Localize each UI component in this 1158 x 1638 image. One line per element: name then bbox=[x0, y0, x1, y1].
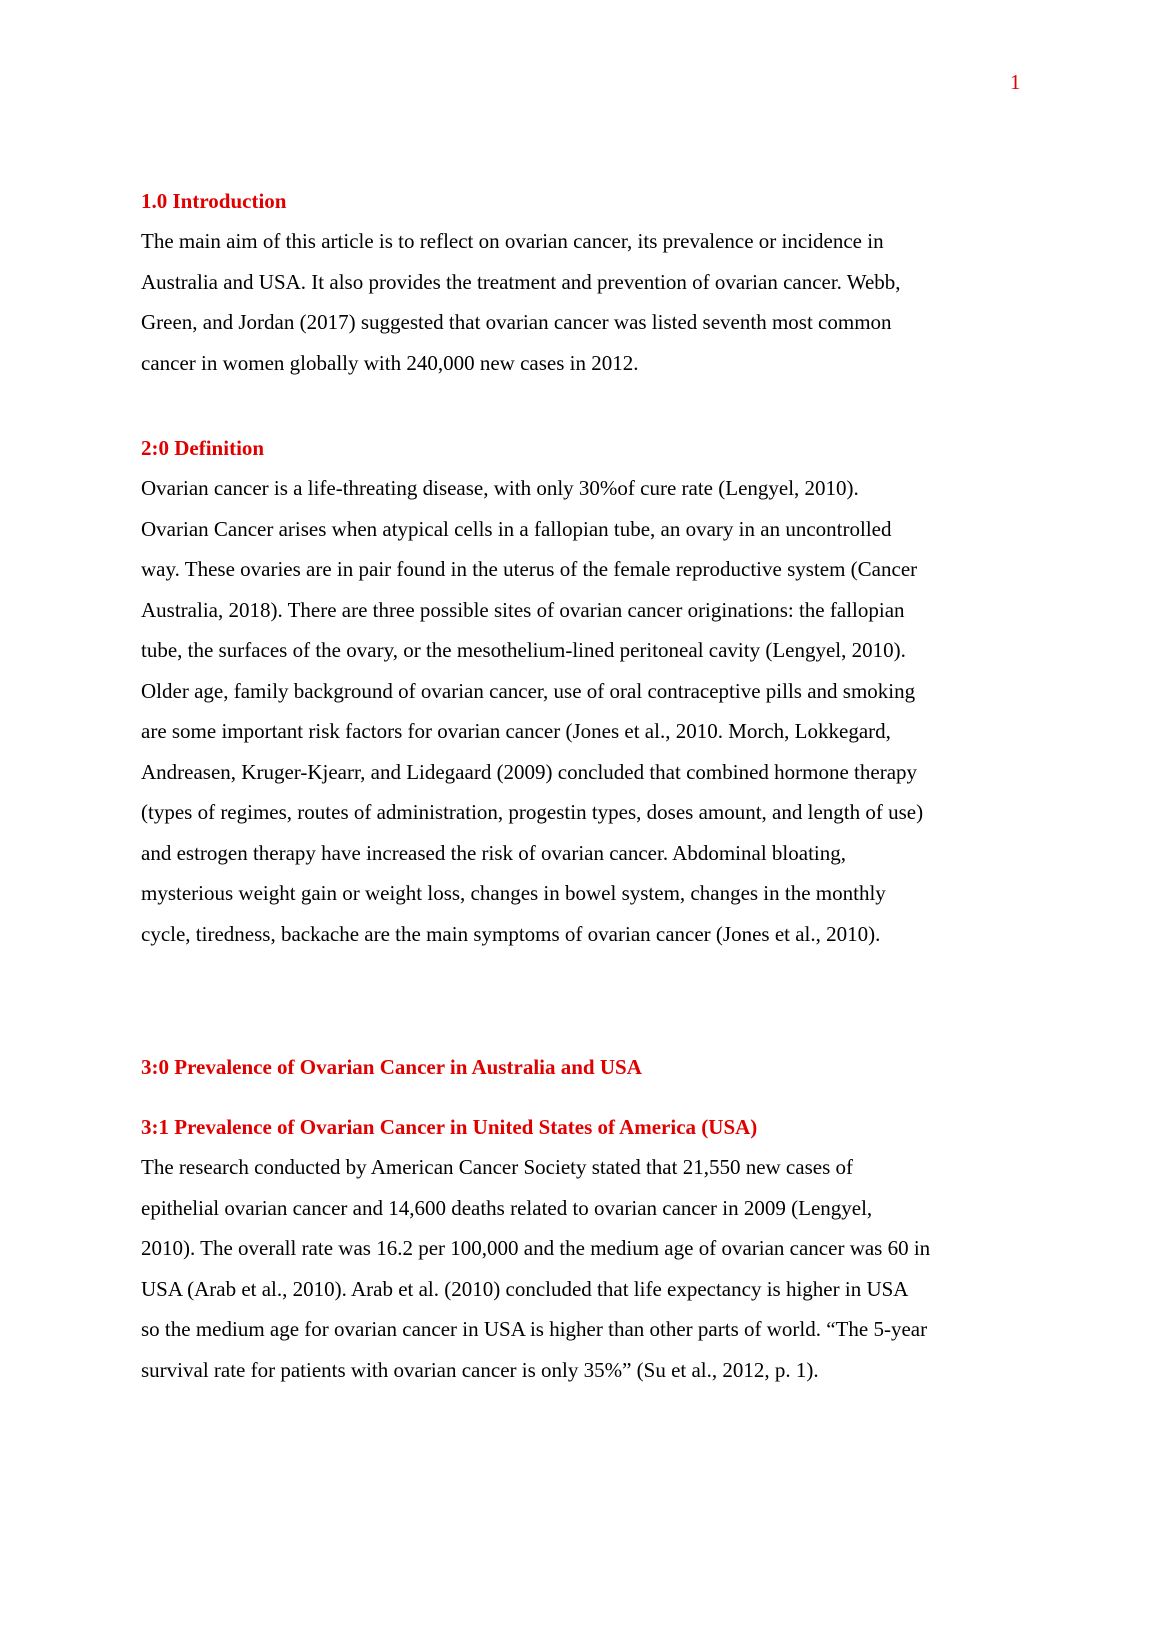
text-line: Ovarian cancer is a life-threating disease, with only 30%of cure rate (Lengyel, 2010). bbox=[141, 476, 859, 500]
text-line: Green, and Jordan (2017) suggested that ovarian cancer was listed seventh most common bbox=[141, 310, 892, 334]
text-line: (types of regimes, routes of administration, progestin types, doses amount, and length of use) bbox=[141, 800, 924, 824]
text-line: so the medium age for ovarian cancer in USA is higher than other parts of world. “The 5-year bbox=[141, 1317, 928, 1341]
section-prevalence bbox=[141, 1054, 1041, 1080]
text-line: survival rate for patients with ovarian cancer is only 35%” (Su et al., 2012, p. 1). bbox=[141, 1357, 819, 1382]
text-line: 2010). The overall rate was 16.2 per 100,000 and the medium age of ovarian cancer was 60 in bbox=[141, 1236, 931, 1260]
text-line: The main aim of this article is to reflect on ovarian cancer, its prevalence or incidence in bbox=[141, 229, 884, 253]
section-heading: 2:0 Definition bbox=[141, 436, 265, 460]
text-line: Australia, 2018). There are three possible sites of ovarian cancer originations: the fallopian bbox=[141, 597, 905, 622]
section-heading: 1.0 Introduction bbox=[141, 189, 287, 213]
text-line: way. These ovaries are in pair found in the uterus of the female reproductive system (Cancer bbox=[141, 557, 918, 581]
text-line: The research conducted by American Cancer Society stated that 21,550 new cases of bbox=[141, 1155, 853, 1179]
text-line: epithelial ovarian cancer and 14,600 deaths related to ovarian cancer in 2009 (Lengyel, bbox=[141, 1195, 873, 1220]
section-heading: 3:0 Prevalence of Ovarian Cancer in Australia and USA bbox=[141, 1055, 642, 1079]
section-paragraph bbox=[141, 1147, 1041, 1390]
text-line: Andreasen, Kruger-Kjearr, and Lidegaard (2009) concluded that combined hormone therapy bbox=[141, 759, 918, 784]
text-line: are some important risk factors for ovarian cancer (Jones et al., 2010. Morch, Lokkegard, bbox=[141, 719, 891, 743]
text-line: tube, the surfaces of the ovary, or the mesothelium-lined peritoneal cavity (Lengyel, 2010). bbox=[141, 638, 906, 662]
text-line: USA (Arab et al., 2010). Arab et al. (2010) concluded that life expectancy is higher in USA bbox=[141, 1276, 909, 1301]
text-line: cancer in women globally with 240,000 new cases in 2012. bbox=[141, 350, 639, 375]
text-line: Ovarian Cancer arises when atypical cells in a fallopian tube, an ovary in an uncontrolled bbox=[141, 516, 892, 541]
section-prevalence-usa bbox=[141, 1114, 1041, 1390]
section-paragraph bbox=[141, 468, 1041, 954]
text-line: and estrogen therapy have increased the risk of ovarian cancer. Abdominal bloating, bbox=[141, 840, 846, 865]
text-line: Older age, family background of ovarian cancer, use of oral contraceptive pills and smoking bbox=[141, 678, 916, 703]
section-heading: 3:1 Prevalence of Ovarian Cancer in United States of America (USA) bbox=[141, 1115, 758, 1139]
section-introduction bbox=[141, 188, 1041, 383]
page-number: 1 bbox=[1010, 70, 1021, 94]
text-line: mysterious weight gain or weight loss, changes in bowel system, changes in the monthly bbox=[141, 881, 886, 905]
text-line: cycle, tiredness, backache are the main symptoms of ovarian cancer (Jones et al., 2010). bbox=[141, 921, 881, 946]
section-definition bbox=[141, 435, 1041, 954]
text-line: Australia and USA. It also provides the treatment and prevention of ovarian cancer. Webb, bbox=[141, 269, 901, 294]
section-paragraph bbox=[141, 221, 1041, 383]
